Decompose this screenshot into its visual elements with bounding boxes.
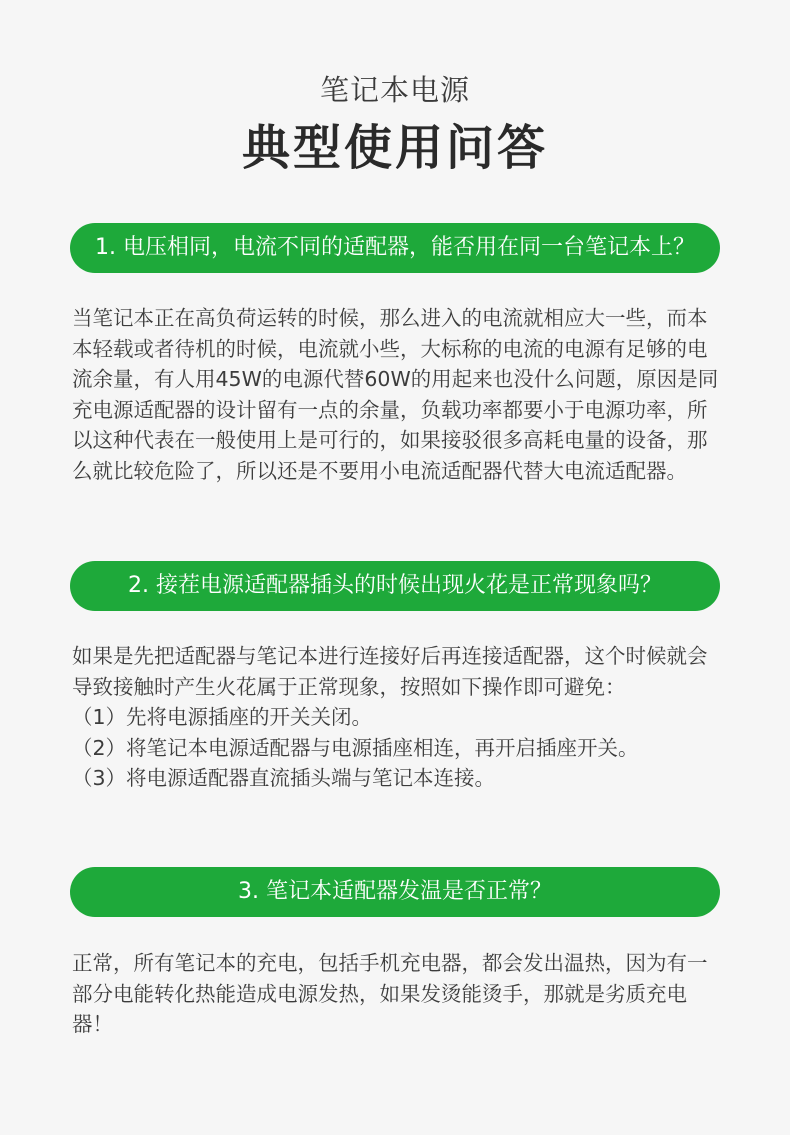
faq-answer-1-text: 当笔记本正在高负荷运转的时候，那么进入的电流就相应大一些，而本本轻载或者待机的时候，电流就小些，大标称的电流的电源有足够的电流余量，有人用45W的电源代替60W的用起来也没什么问题，原因是同充电源适配器的设计留有一点的余量，负载功率都要小于电源功率，所以这种代表在一般使用上是可行的，如果接驳很多高耗电量的设备，那么就比较危险了，所以还是不要用小电流适配器代替大电流适配器。 — [72, 306, 719, 483]
faq-answer-2-step-1: （1）先将电源插座的开关关闭。 — [72, 705, 373, 729]
page-title: 典型使用问答 — [241, 120, 548, 176]
faq-answer-3-text: 正常，所有笔记本的充电，包括手机充电器，都会发出温热，因为有一部分电能转化热能造成电源发热，如果发烫能烫手，那就是劣质充电器！ — [72, 951, 708, 1036]
faq-answer-2-text: 如果是先把适配器与笔记本进行连接好后再连接适配器，这个时候就会导致接触时产生火花属于正常现象，按照如下操作即可避免： — [72, 644, 708, 699]
faq-question-2: 2. 接茬电源适配器插头的时候出现火花是正常现象吗？ — [70, 561, 720, 611]
faq-answer-2 — [72, 641, 722, 794]
faq-answer-3 — [72, 948, 722, 1040]
faq-question-1: 1. 电压相同，电流不同的适配器，能否用在同一台笔记本上？ — [70, 223, 720, 273]
faq-answer-2-step-3: （3）将电源适配器直流插头端与笔记本连接。 — [72, 766, 496, 790]
faq-question-3: 3. 笔记本适配器发温是否正常？ — [70, 867, 720, 917]
faq-answer-1 — [72, 303, 722, 486]
faq-answer-2-step-2: （2）将笔记本电源适配器与电源插座相连，再开启插座开关。 — [72, 735, 639, 760]
page-subtitle: 笔记本电源 — [319, 73, 470, 107]
